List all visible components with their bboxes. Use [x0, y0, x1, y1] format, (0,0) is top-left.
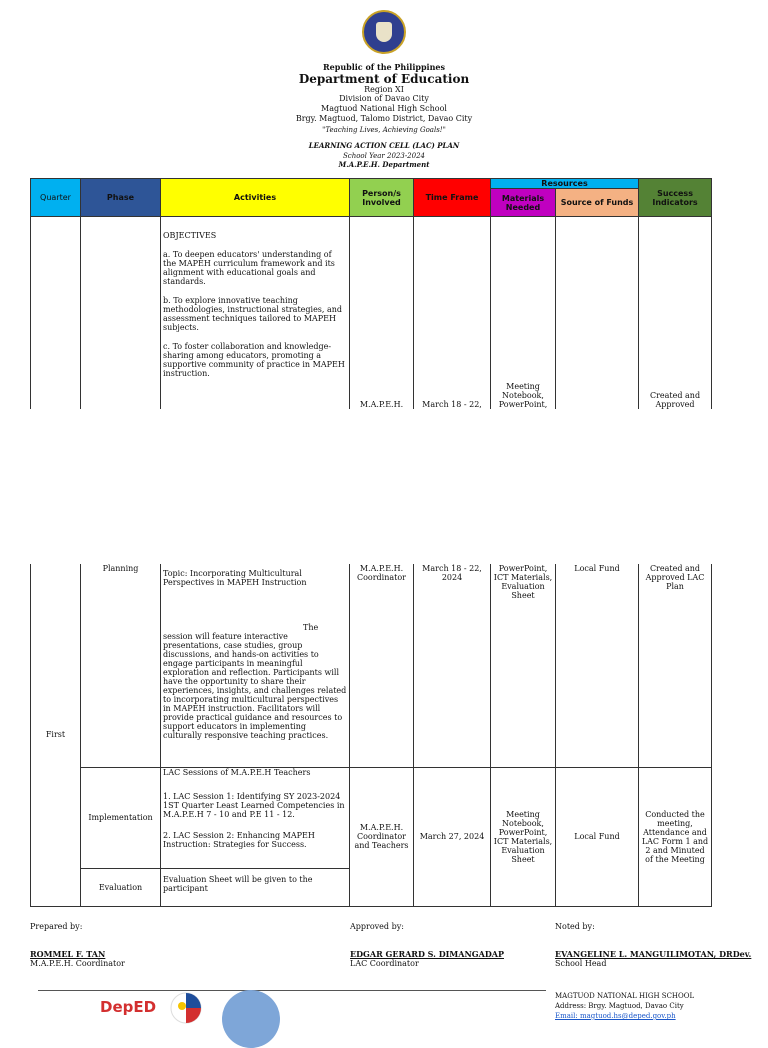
approved-by-role: LAC Coordinator — [350, 959, 419, 968]
planning-activity-cell — [161, 564, 350, 767]
approved-by-label: Approved by: — [350, 922, 404, 931]
topic-text: Topic: Incorporating Multicultural Perspectives in MAPEH Instruction — [163, 569, 307, 587]
indicators-implementation: Conducted the meeting, Attendance and LAC Form 1 and 2 and Minuted of the Meeting — [639, 767, 712, 906]
lac-plan-table-top — [30, 178, 712, 409]
phase-implementation: Implementation — [81, 767, 161, 868]
division-text: Division of Davao City — [339, 94, 429, 103]
header-activities: Activities — [161, 179, 350, 217]
persons-implementation: M.A.P.E.H. Coordinator and Teachers — [350, 767, 414, 906]
funds-planning: Local Fund — [556, 564, 639, 767]
materials-cell-top: Meeting Notebook, PowerPoint, — [491, 217, 556, 409]
indicators-planning: Created and Approved LAC Plan — [639, 564, 712, 767]
noted-by-name: EVANGELINE L. MANGUILIMOTAN, DRDev. — [555, 949, 752, 959]
lac-sessions-heading: LAC Sessions of M.A.P.E.H Teachers — [163, 767, 311, 777]
school-motto: "Teaching Lives, Achieving Goals!" — [322, 126, 446, 134]
footer-address: Address: Brgy. Magtuod, Davao City — [555, 1002, 684, 1010]
header-time-frame: Time Frame — [414, 179, 491, 217]
session-description: session will feature interactive presentations, case studies, group discussions, and hands-on activities to engage participants in meaningful exploration and reflection. Participants will have the opportunity to share their experiences, insights, and challenges related to incorporating multicultural perspectives in MAPEH instruction. Facilitators will provide practical guidance and resources to support educators in implementing culturally responsive teaching practices. — [163, 632, 347, 740]
time-implementation: March 27, 2024 — [414, 767, 491, 906]
phase-evaluation: Evaluation — [81, 868, 161, 906]
funds-implementation: Local Fund — [556, 767, 639, 906]
header-success-indicators: Success Indicators — [639, 179, 712, 217]
footer-email-link[interactable]: Email: magtuod.hs@deped.gov.ph — [555, 1012, 676, 1020]
header-phase: Phase — [81, 179, 161, 217]
prepared-by-name: ROMMEL F. TAN — [30, 949, 106, 959]
region-text: Region XI — [364, 85, 404, 94]
objectives-heading: OBJECTIVES — [163, 231, 217, 240]
evaluation-activity: Evaluation Sheet will be given to the participant — [161, 868, 350, 906]
approved-by-name: EDGAR GERARD S. DIMANGADAP — [350, 949, 504, 959]
header-funds: Source of Funds — [556, 189, 639, 217]
lac-plan-table-bottom — [30, 564, 712, 907]
philippine-flag-icon — [166, 992, 206, 1024]
footer-divider — [38, 990, 546, 991]
noted-by-role: School Head — [555, 959, 607, 968]
prepared-by-role: M.A.P.E.H. Coordinator — [30, 959, 125, 968]
school-logo-icon — [222, 990, 280, 1048]
header-materials: Materials Needed — [491, 189, 556, 217]
indicators-cell-top: Created and Approved — [639, 217, 712, 409]
objectives-cell — [161, 217, 350, 409]
school-year: School Year 2023-2024 — [342, 152, 425, 160]
time-planning: March 18 - 22, 2024 — [414, 564, 491, 767]
plan-title: LEARNING ACTION CELL (LAC) PLAN — [308, 141, 460, 150]
lac-session-1: 1. LAC Session 1: Identifying SY 2023-2024 1ST Quarter Least Learned Competencies in M.A.P.E.H 7 - 10 and P.E 11 - 12. — [163, 791, 345, 819]
department-title: Department of Education — [298, 72, 470, 86]
header-resources: Resources — [491, 179, 639, 189]
objective-c: c. To foster collaboration and knowledge-sharing among educators, promoting a supportive community of practice in MAPEH instruction. — [163, 342, 345, 378]
deped-logo — [100, 998, 156, 1016]
republic-text: Republic of the Philippines — [322, 62, 445, 72]
objective-b: b. To explore innovative teaching methodologies, instructional strategies, and assessment techniques tailored to MAPEH subjects. — [163, 296, 343, 332]
prepared-by-label: Prepared by: — [30, 922, 83, 931]
persons-planning: M.A.P.E.H. Coordinator — [350, 564, 414, 767]
noted-by-label: Noted by: — [555, 922, 595, 931]
footer-school: MAGTUOD NATIONAL HIGH SCHOOL — [555, 992, 695, 1000]
deped-seal-icon — [362, 10, 406, 54]
phase-planning: Planning — [81, 564, 161, 767]
time-cell-top: March 18 - 22, — [414, 217, 491, 409]
persons-cell-top: M.A.P.E.H. — [350, 217, 414, 409]
materials-planning: PowerPoint, ICT Materials, Evaluation Sheet — [491, 564, 556, 767]
school-name: Magtuod National High School — [321, 104, 447, 113]
implementation-activity-cell — [161, 767, 350, 868]
materials-implementation: Meeting Notebook, PowerPoint, ICT Materials, Evaluation Sheet — [491, 767, 556, 906]
department-name: M.A.P.E.H. Department — [338, 160, 430, 169]
the-text: The — [303, 623, 319, 632]
header-persons: Person/s Involved — [350, 179, 414, 217]
deped-logo-text: DepED — [100, 998, 157, 1016]
quarter-cell: First — [31, 564, 81, 906]
lac-session-2: 2. LAC Session 2: Enhancing MAPEH Instruction: Strategies for Success. — [163, 830, 315, 849]
school-address: Brgy. Magtuod, Talomo District, Davao City — [295, 114, 473, 123]
header-quarter: Quarter — [31, 179, 81, 217]
objective-a: a. To deepen educators' understanding of the MAPEH curriculum framework and its alignment with educational goals and standards. — [163, 250, 335, 286]
